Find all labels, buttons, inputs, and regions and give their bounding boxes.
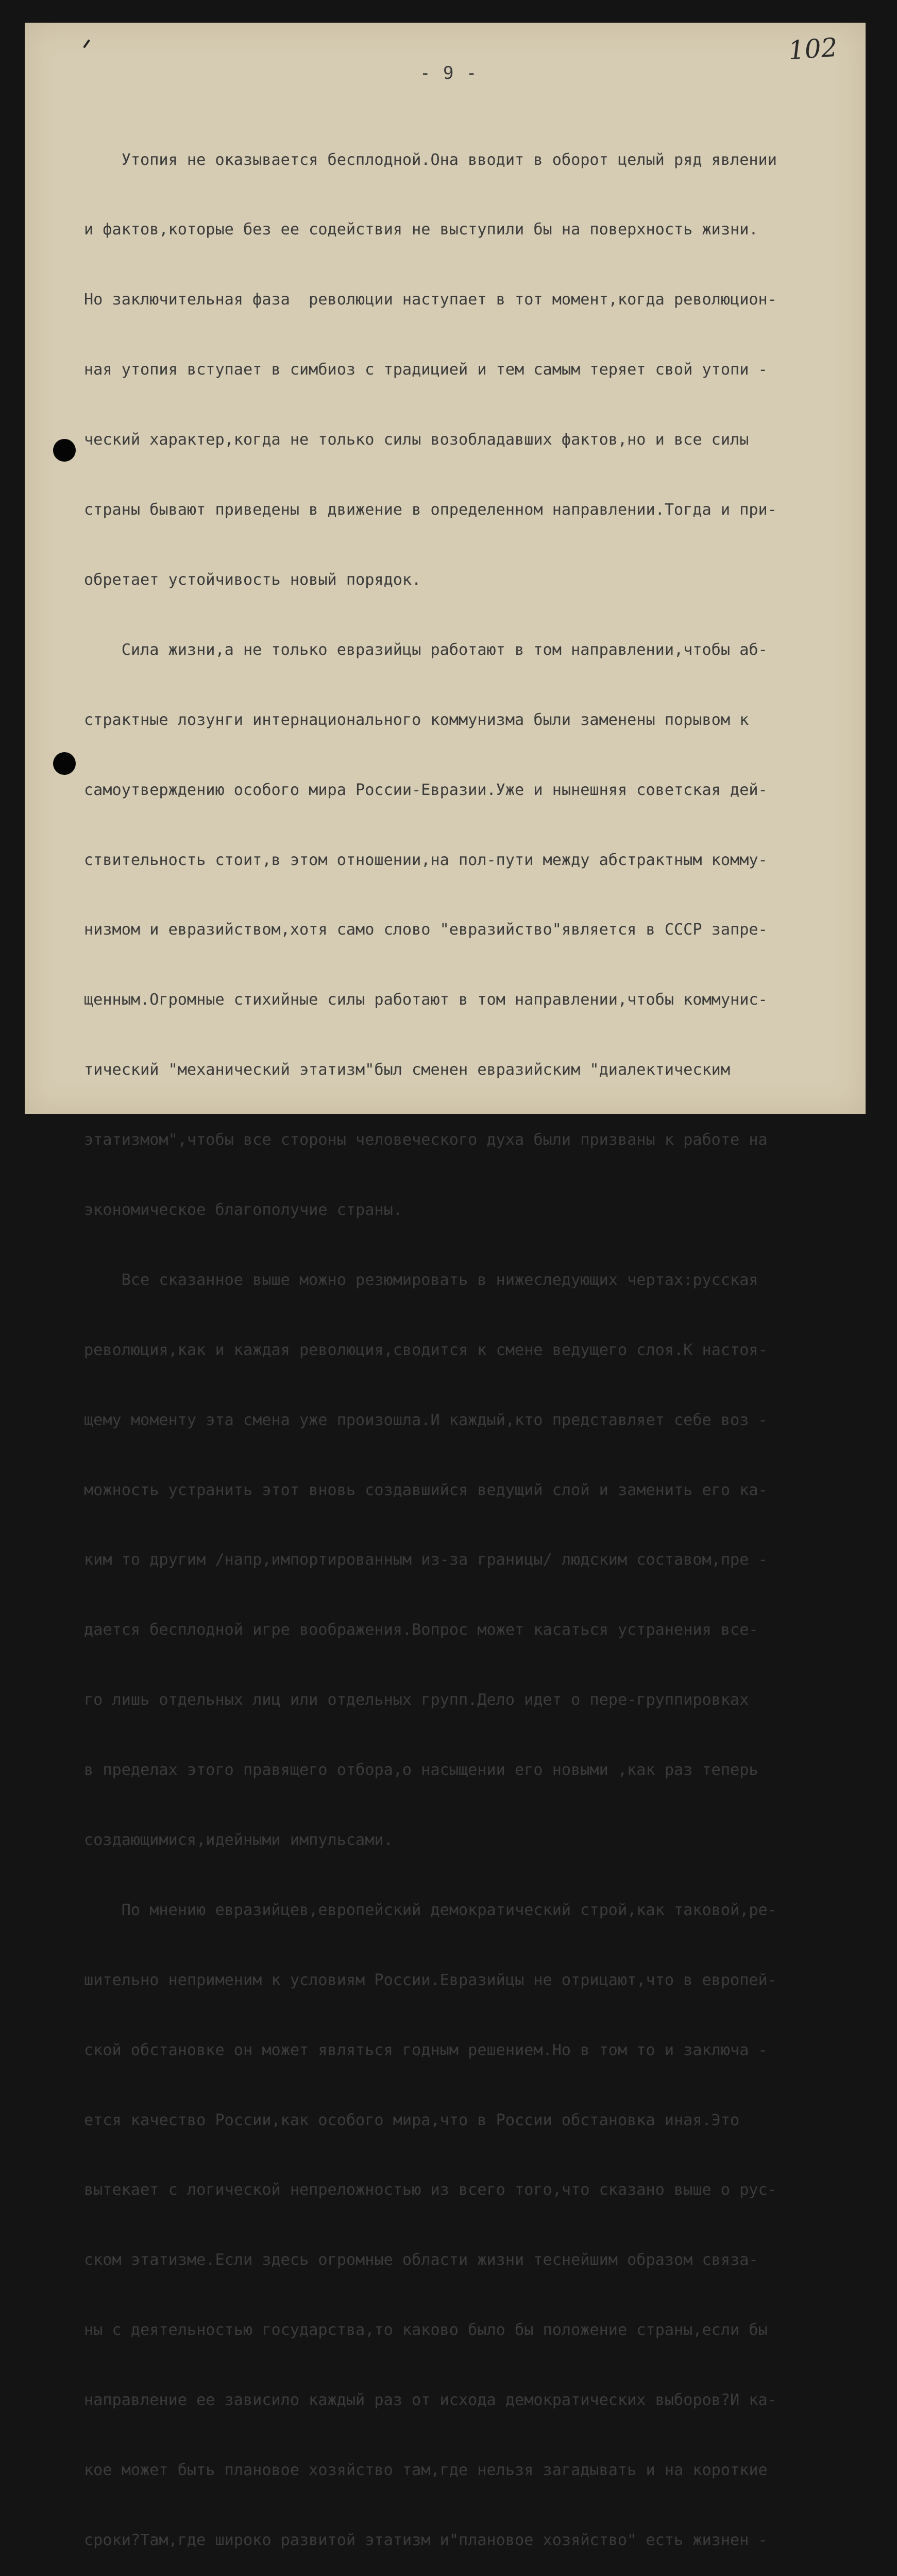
text-line: и фактов,которые без ее содействия не выступили бы на поверхность жизни. xyxy=(84,221,758,239)
text-line: щенным.Огромные стихийные силы работают в том направлении,чтобы коммунис- xyxy=(84,991,768,1009)
punch-hole xyxy=(53,752,76,775)
text-line: направление ее зависило каждый раз от исхода демократических выборов?И ка- xyxy=(84,2391,777,2410)
text-line: ствительность стоит,в этом отношении,на пол-пути между абстрактным комму- xyxy=(84,851,768,869)
text-line: создающимися,идейными импульсами. xyxy=(84,1831,393,1849)
text-line: тический "механический этатизм"был сменен евразийским "диалектическим xyxy=(84,1061,731,1079)
text-line: шительно неприменим к условиям России.Евразийцы не отрицают,что в европей- xyxy=(84,1971,777,1989)
text-line: ской обстановке он может являться годным решением.Но в том то и заключа - xyxy=(84,2041,768,2059)
text-line: революция,как и каждая революция,сводится к смене ведущего слоя.К настоя- xyxy=(84,1341,768,1359)
text-line: обретает устойчивость новый порядок. xyxy=(84,570,421,589)
punch-hole xyxy=(53,439,76,462)
text-line: щему моменту эта смена уже произошла.И каждый,кто представляет себе воз - xyxy=(84,1411,768,1429)
text-line: в пределах этого правящего отбора,о насыщении его новыми ,как раз теперь xyxy=(84,1761,758,1780)
text-line: дается бесплодной игре воображения.Вопрос может касаться устранения все- xyxy=(84,1621,758,1639)
text-line: ческий характер,когда не только силы возобладавших фактов,но и все силы xyxy=(84,431,749,449)
text-line: сроки?Там,где широко развитой этатизм и"плановое хозяйство" есть жизнен - xyxy=(84,2531,768,2549)
text-line: Утопия не оказывается бесплодной.Она вводит в оборот целый ряд явлении xyxy=(84,150,777,169)
text-line: го лишь отдельных лиц или отдельных групп.Дело идет о пере-группировках xyxy=(84,1691,749,1709)
text-line: Сила жизни,а не только евразийцы работают в том направлении,чтобы аб- xyxy=(84,640,768,659)
archive-page-number: 102 xyxy=(787,32,839,66)
text-line: кое может быть плановое хозяйство там,где нельзя загадывать и на короткие xyxy=(84,2461,768,2479)
text-line: ском этатизме.Если здесь огромные области жизни теснейшим образом связа- xyxy=(84,2251,758,2269)
text-line: Но заключительная фаза революции наступает в тот момент,когда революцион- xyxy=(84,291,777,309)
text-line: экономическое благополучие страны. xyxy=(84,1200,402,1219)
text-line: низмом и евразийством,хотя само слово "евразийство"является в СССР запре- xyxy=(84,921,768,939)
text-line: ется качество России,как особого мира,что в России обстановка иная.Это xyxy=(84,2111,740,2129)
text-line: страны бывают приведены в движение в определенном направлении.Тогда и при- xyxy=(84,501,777,519)
text-line: самоутверждению особого мира России-Евразии.Уже и нынешняя советская дей- xyxy=(84,781,768,799)
text-line: вытекает с логической непреложностью из всего того,что сказано выше о рус- xyxy=(84,2181,777,2199)
text-line: Все сказанное выше можно резюмировать в нижеследующих чертах:русская xyxy=(84,1270,758,1289)
text-line: страктные лозунги интернационального коммунизма были заменены порывом к xyxy=(84,710,749,729)
text-line: ким то другим /напр,импортированным из-за границы/ людским составом,пре - xyxy=(84,1551,768,1569)
text-line: По мнению евразийцев,европейский демократический строй,как таковой,ре- xyxy=(84,1901,777,1919)
typewritten-body xyxy=(84,101,867,2576)
text-line: ная утопия вступает в симбиоз с традицией и тем самым теряет свой утопи - xyxy=(84,361,768,379)
page-number: - 9 - xyxy=(420,63,478,83)
text-line: можность устранить этот вновь создавшийся ведущий слой и заменить его ка- xyxy=(84,1481,768,1499)
text-line: ны с деятельностью государства,то каково было бы положение страны,если бы xyxy=(84,2321,768,2340)
text-line: этатизмом",чтобы все стороны человеческого духа были призваны к работе на xyxy=(84,1131,768,1149)
